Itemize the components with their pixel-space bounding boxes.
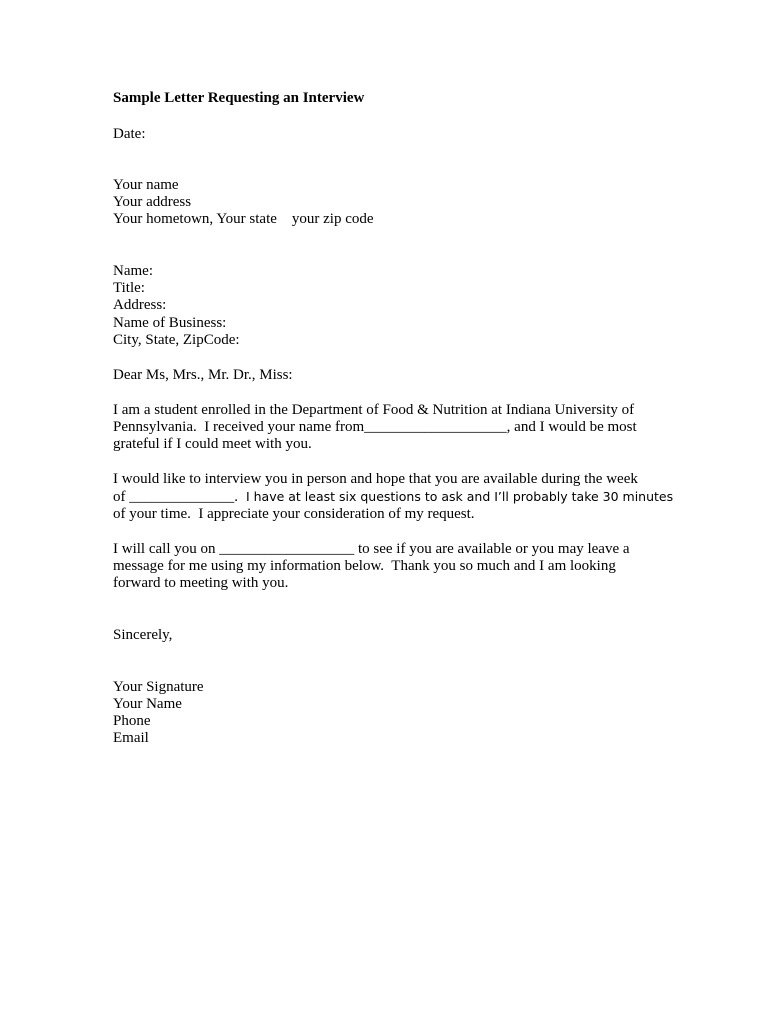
recipient-business: Name of Business: [113,315,227,331]
paragraph-3-line-2: message for me using my information below. Thank you so much and I am looking [113,558,616,574]
salutation: Dear Ms, Mrs., Mr. Dr., Miss: [113,367,293,383]
recipient-city-state-zip: City, State, ZipCode: [113,332,240,348]
recipient-name: Name: [113,263,153,279]
paragraph-1-line-2: Pennsylvania. I received your name from___________________, and I would be most [113,419,637,435]
signature-name: Your Name [113,696,182,712]
signature-line: Your Signature [113,679,204,695]
paragraph-2-line-2-rest: I have at least six questions to ask and I’ll probably take 30 minutes [238,489,674,504]
paragraph-1-line-3: grateful if I could meet with you. [113,436,312,452]
paragraph-3-line-1: I will call you on __________________ to see if you are available or you may leave a [113,541,630,557]
paragraph-2-line-1: I would like to interview you in person and hope that you are available during the week [113,471,638,487]
paragraph-3-line-3: forward to meeting with you. [113,575,289,591]
recipient-address: Address: [113,297,167,313]
closing: Sincerely, [113,627,173,643]
recipient-title: Title: [113,280,145,296]
signature-phone: Phone [113,713,151,729]
paragraph-2-line-3: of your time. I appreciate your consideration of my request. [113,506,475,522]
sender-name: Your name [113,177,179,193]
date-label: Date: [113,126,146,142]
paragraph-1-line-1: I am a student enrolled in the Department of Food & Nutrition at Indiana University of [113,402,635,418]
paragraph-2-line-2-start: of ______________. [113,489,238,505]
paragraph-2-line-2 [113,488,673,506]
sender-city-state-zip: Your hometown, Your state your zip code [113,211,374,227]
signature-email: Email [113,730,149,746]
letter-title: Sample Letter Requesting an Interview [113,90,365,106]
sender-address: Your address [113,194,192,210]
